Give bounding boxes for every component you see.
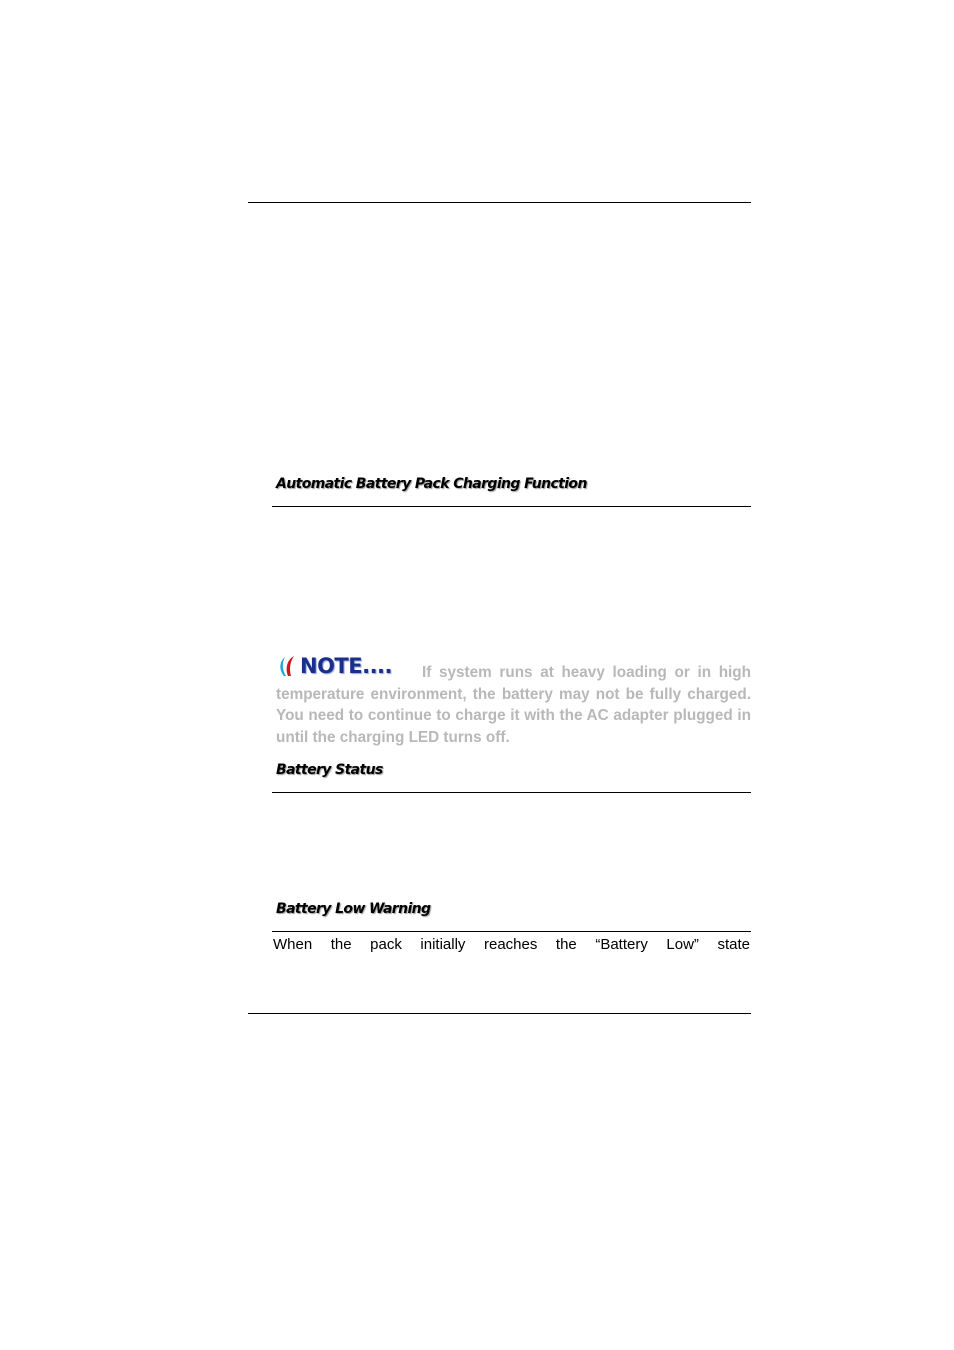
note-block xyxy=(276,653,751,749)
section-rule-battery-low xyxy=(272,931,751,932)
note-logo xyxy=(276,653,392,677)
page-bottom-rule xyxy=(248,1013,751,1014)
section-heading-battery-low: Battery Low Warning xyxy=(276,901,431,917)
section-rule-auto-charging xyxy=(272,506,751,507)
note-swoosh-icon xyxy=(276,655,300,677)
section-heading-battery-status: Battery Status xyxy=(276,762,383,778)
page-top-rule xyxy=(248,202,751,203)
note-text: If system runs at heavy loading or in high temperature environment, the battery may not be fully charged. You need to continue to charge it with the AC adapter plugged in until the charging LED turns off. xyxy=(276,664,751,747)
section-heading-auto-charging: Automatic Battery Pack Charging Function xyxy=(276,476,587,492)
battery-low-paragraph: When the pack initially reaches the “Battery Low” state xyxy=(273,936,750,953)
note-label: NOTE.... xyxy=(300,654,393,678)
section-rule-battery-status xyxy=(272,792,751,793)
